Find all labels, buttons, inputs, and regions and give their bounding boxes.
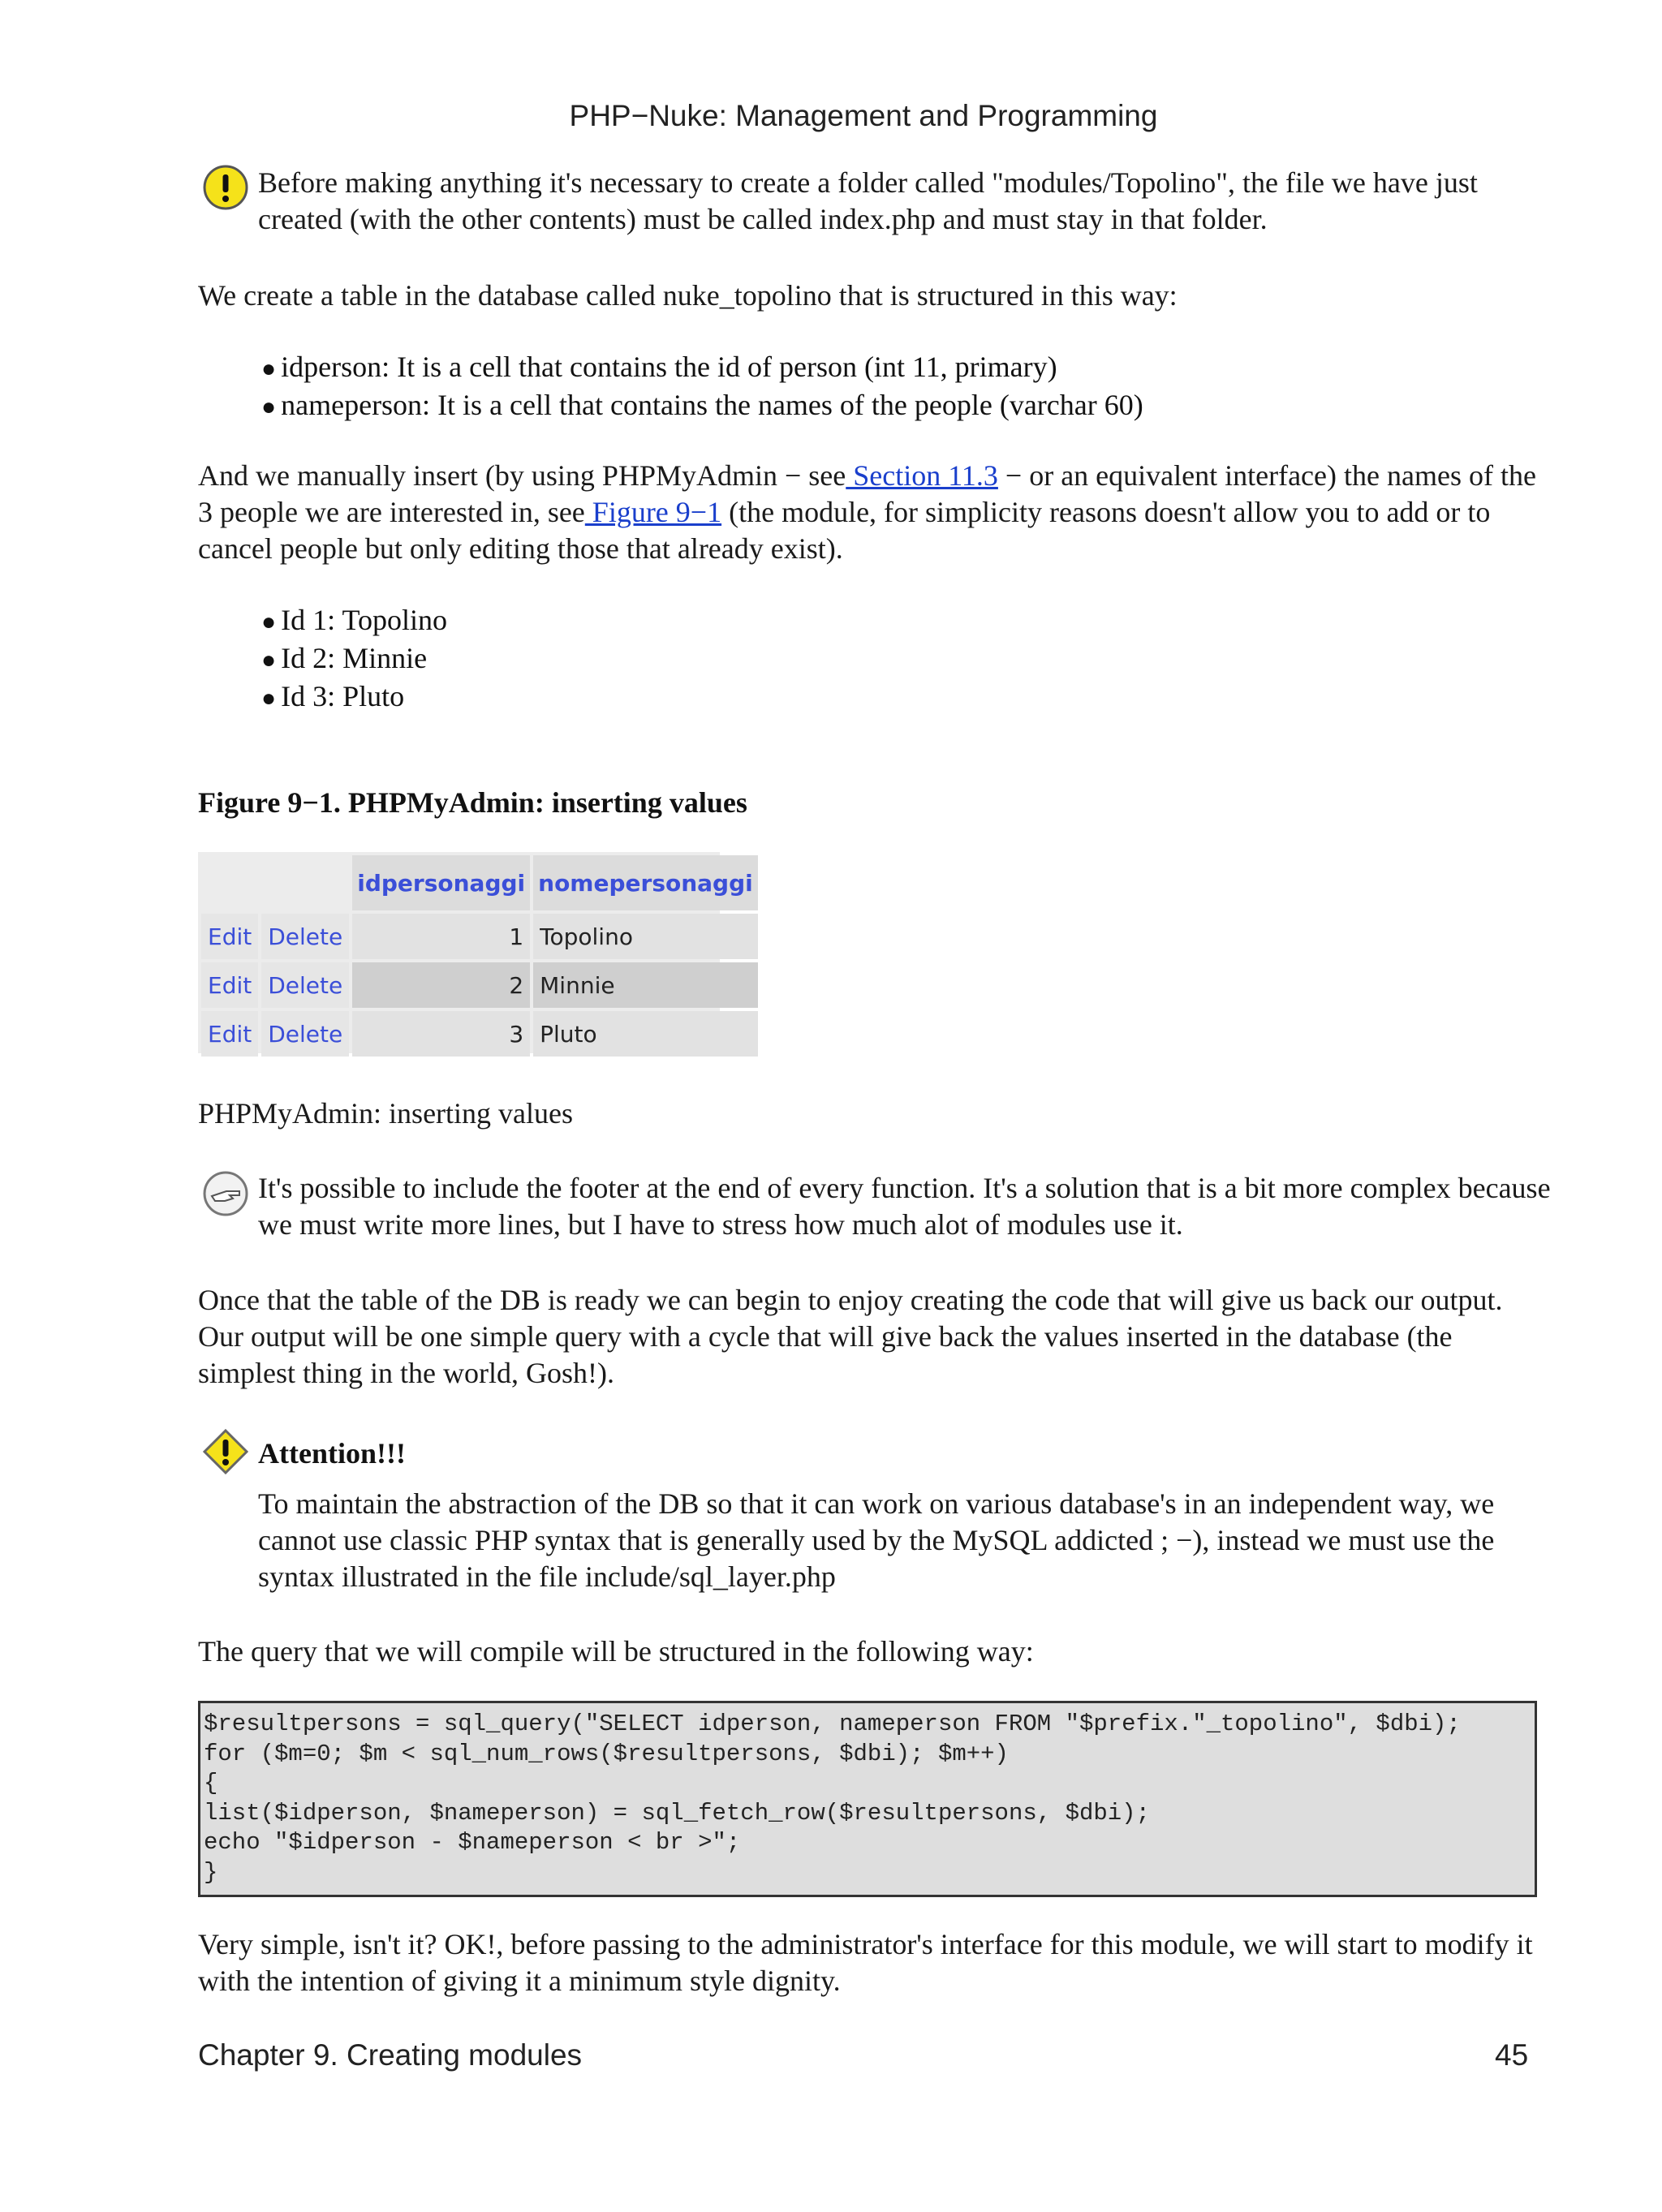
section-11-3-link[interactable]: Section 11.3	[846, 459, 998, 492]
person-item-text: Id 3: Pluto	[281, 680, 405, 712]
footer-chapter: Chapter 9. Creating modules	[198, 2038, 583, 2072]
name-cell: Topolino	[533, 914, 758, 959]
table-row	[201, 1011, 758, 1057]
figure-9-1-link[interactable]: Figure 9−1	[584, 496, 722, 528]
warning-note-text: Before making anything it's necessary to create a folder called "modules/Topolino", the file we have just created (with the other contents) must be called index.php and must stay in that folder.	[258, 166, 1478, 235]
table-intro-paragraph: We create a table in the database called nuke_topolino that is structured in this way:	[198, 279, 1178, 312]
empty-header-cell	[261, 855, 349, 910]
delete-link[interactable]: Delete	[261, 914, 349, 959]
people-list	[261, 602, 447, 717]
code-block: $resultpersons = sql_query("SELECT idperson, nameperson FROM "$prefix."_topolino", $dbi); for ($m=0; $m < sql_num_rows($resultpersons, $dbi); $m++) { list($idperson, $nameperson) = sql_fetch_row($resultpersons, $dbi); echo "$idperson - $nameperson < br >"; }	[198, 1701, 1537, 1897]
table-row	[201, 914, 758, 959]
figure-title: Figure 9−1. PHPMyAdmin: inserting values	[198, 786, 747, 819]
attention-diamond-icon	[202, 1428, 249, 1475]
insert-text-c: (the module, for simplicity reasons doesn't allow you to add or to cancel people but only editing those that already exist).	[198, 496, 1491, 565]
list-item: ● nameperson: It is a cell that contains the names of the people (varchar 60)	[261, 389, 1143, 421]
table-row	[201, 962, 758, 1008]
insert-text-b: − or an equivalent interface) the names of the 3 people we are interested in, see	[198, 459, 1536, 528]
list-item: ● idperson: It is a cell that contains the id of person (int 11, primary)	[261, 351, 1057, 383]
tip-note-text: It's possible to include the footer at the end of every function. It's a solution that is a bit more complex because we must write more lines, but I have to stress how much alot of modules use it.	[258, 1172, 1551, 1241]
edit-link[interactable]: Edit	[201, 914, 258, 959]
insert-text-a: And we manually insert (by using PHPMyAdmin − see	[198, 459, 846, 492]
id-cell: 3	[352, 1011, 530, 1057]
insert-paragraph	[198, 458, 1545, 567]
page-header-title: PHP−Nuke: Management and Programming	[569, 99, 1158, 132]
attention-title: Attention!!!	[258, 1437, 406, 1470]
person-item-text: Id 1: Topolino	[281, 604, 447, 636]
delete-link[interactable]: Delete	[261, 962, 349, 1008]
list-item: ● Id 2: Minnie	[261, 642, 428, 674]
name-cell: Minnie	[533, 962, 758, 1008]
phpmyadmin-table	[198, 852, 761, 1060]
list-item: ● Id 3: Pluto	[261, 680, 405, 712]
empty-header-cell	[201, 855, 258, 910]
footer-page-number: 45	[1495, 2038, 1529, 2072]
edit-link[interactable]: Edit	[201, 1011, 258, 1057]
person-item-text: Id 2: Minnie	[281, 642, 428, 674]
column-header-name: nomepersonaggi	[533, 855, 758, 910]
field-item-text: idperson: It is a cell that contains the id of person (int 11, primary)	[281, 351, 1057, 383]
id-cell: 1	[352, 914, 530, 959]
id-cell: 2	[352, 962, 530, 1008]
list-item: ● Id 1: Topolino	[261, 604, 447, 636]
warning-icon	[202, 164, 249, 211]
figure-caption: PHPMyAdmin: inserting values	[198, 1097, 574, 1130]
phpmyadmin-figure	[198, 852, 753, 1053]
query-intro-paragraph: The query that we will compile will be structured in the following way:	[198, 1635, 1034, 1668]
delete-link[interactable]: Delete	[261, 1011, 349, 1057]
column-header-id: idpersonaggi	[352, 855, 530, 910]
name-cell: Pluto	[533, 1011, 758, 1057]
field-item-text: nameperson: It is a cell that contains the names of the people (varchar 60)	[281, 389, 1143, 421]
closing-paragraph: Very simple, isn't it? OK!, before passing to the administrator's interface for this module, we will start to modify it with the intention of giving it a minimum style dignity.	[198, 1928, 1533, 1997]
attention-body-text: To maintain the abstraction of the DB so that it can work on various database's in an independent way, we cannot use classic PHP syntax that is generally used by the MySQL addicted ; −), instead we must use the syntax illustrated in the file include/sql_layer.php	[258, 1487, 1495, 1593]
db-ready-paragraph: Once that the table of the DB is ready we can begin to enjoy creating the code that will give us back our output. Our output will be one simple query with a cycle that will give back the values inserted in the database (the simplest thing in the world, Gosh!).	[198, 1284, 1503, 1389]
field-list	[261, 349, 1143, 425]
edit-link[interactable]: Edit	[201, 962, 258, 1008]
pointing-hand-icon	[202, 1170, 249, 1217]
